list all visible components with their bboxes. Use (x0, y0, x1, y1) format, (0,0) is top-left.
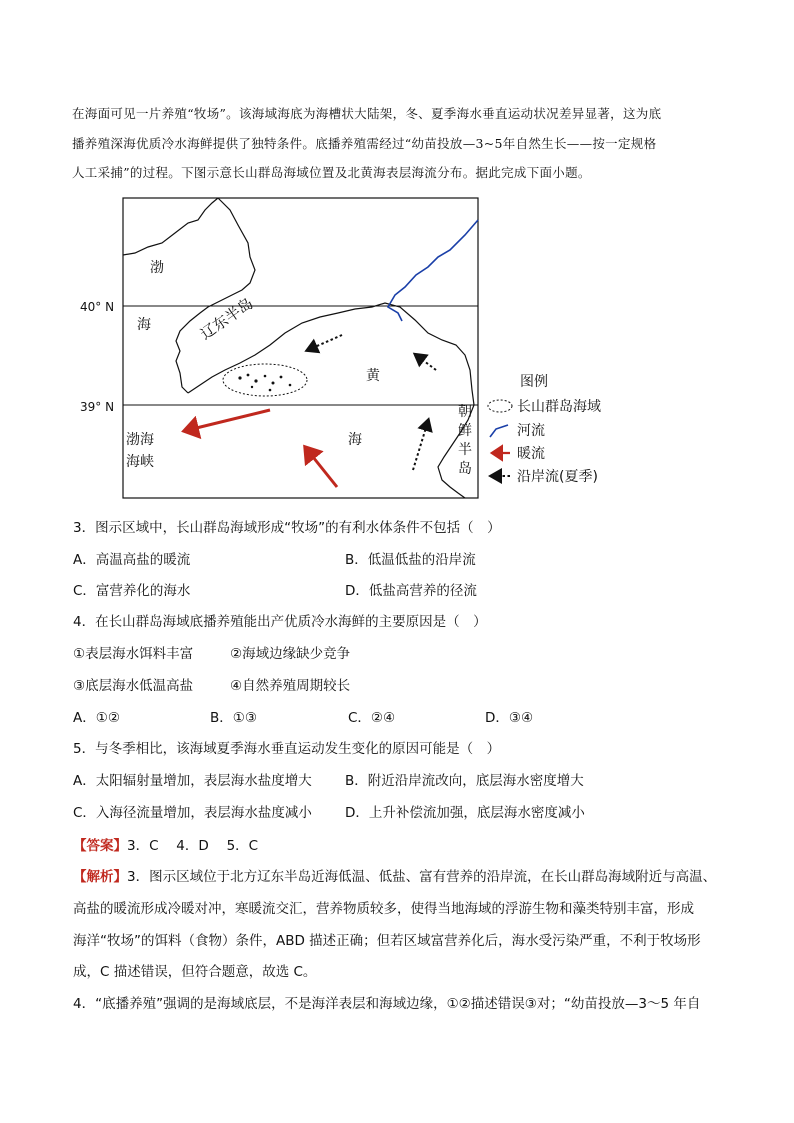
q5-option-a: A．太阳辐射量增加，表层海水盐度增大 (73, 773, 312, 789)
explanation-label: 【解析】 (73, 869, 127, 885)
coastline-bohai-west (123, 198, 218, 255)
question-5-stem: 5．与冬季相比，该海域夏季海水垂直运动发生变化的原因可能是（ ） (73, 741, 501, 757)
legend-river-label: 河流 (517, 423, 545, 439)
q3-option-d: D．低盐高营养的径流 (345, 583, 477, 599)
explanation-line-3: 海洋“牧场”的饵料（食物）条件，ABD 描述正确；但若区域富营养化后，海水受污染严重，不利于牧场形 (73, 933, 701, 949)
korea-label-1: 朝 (458, 404, 472, 420)
islands (238, 374, 291, 392)
hai-label: 海 (348, 432, 362, 448)
sea-current-map (80, 195, 640, 505)
legend-river-symbol (490, 425, 508, 437)
legend-area-symbol (488, 400, 512, 412)
legend-coastal-label: 沿岸流(夏季) (517, 469, 598, 485)
explanation-line-1: 【解析】3．图示区域位于北方辽东半岛近海低温、低盐、富有营养的沿岸流，在长山群岛海域附近与高温、 (73, 869, 717, 885)
coastal-current-arrow-3 (413, 421, 428, 470)
q4-item-3: ③底层海水低温高盐 (73, 678, 194, 694)
answer-line (73, 834, 258, 854)
coastal-current-arrow-1 (308, 335, 342, 350)
answer-label: 【答案】 (73, 838, 127, 854)
q4-option-c: C．②④ (348, 710, 396, 726)
korea-label-4: 岛 (458, 461, 472, 477)
q3-option-b: B．低温低盐的沿岸流 (345, 552, 476, 568)
changshan-area (223, 364, 307, 396)
q4-item-1: ①表层海水饵料丰富 (73, 646, 194, 662)
warm-current-arrow-north (305, 447, 337, 487)
intro-line-3: 人工采捕”的过程。下图示意长山群岛海域位置及北黄海表层海流分布。据此完成下面小题。 (72, 165, 591, 180)
strait-label-1: 渤海 (126, 432, 154, 448)
map-frame (123, 198, 478, 498)
question-4-stem: 4．在长山群岛海域底播养殖能出产优质冷水海鲜的主要原因是（ ） (73, 614, 487, 630)
lat-39-label: 39° N (80, 400, 115, 414)
strait-label-2: 海峡 (126, 454, 154, 470)
answer-text: 3．C 4．D 5．C (127, 838, 259, 854)
legend-area-label: 长山群岛海域 (517, 399, 601, 415)
q3-option-c: C．富营养化的海水 (73, 583, 191, 599)
q4-item-4: ④自然养殖周期较长 (230, 678, 351, 694)
liaodong-label: 辽东半岛 (196, 294, 257, 344)
warm-current-arrow-west (184, 410, 270, 431)
question-3-stem: 3．图示区域中，长山群岛海域形成“牧场”的有利水体条件不包括（ ） (73, 520, 501, 536)
explanation-line-2: 高盐的暖流形成冷暖对冲，寒暖流交汇，营养物质较多，使得当地海域的浮游生物和藻类特别丰富，形成 (73, 901, 694, 917)
q4-option-d: D．③④ (485, 710, 534, 726)
explanation-line-5: 4．“底播养殖”强调的是海域底层，不是海洋表层和海域边缘，①②描述错误③对；“幼苗投放—3～5 年自 (73, 996, 701, 1012)
legend-title: 图例 (520, 374, 548, 390)
legend-warm-label: 暖流 (517, 446, 545, 462)
q4-option-b: B．①③ (210, 710, 257, 726)
korea-label-2: 鲜 (458, 423, 472, 439)
korea-label-3: 半 (458, 442, 472, 458)
coastal-current-arrow-2 (416, 355, 436, 370)
bohai-label-2: 海 (137, 317, 151, 333)
huang-label: 黄 (366, 368, 380, 384)
q5-option-c: C．入海径流量增加，表层海水盐度减小 (73, 805, 312, 821)
intro-line-2: 播养殖深海优质冷水海鲜提供了独特条件。底播养殖需经过“幼苗投放—3~5年自然生长——按一定规格 (72, 136, 657, 151)
legend (488, 374, 601, 485)
q4-option-a: A．①② (73, 710, 120, 726)
q5-option-b: B．附近沿岸流改向，底层海水密度增大 (345, 773, 584, 789)
q5-option-d: D．上升补偿流加强，底层海水密度减小 (345, 805, 585, 821)
intro-line-1: 在海面可见一片养殖“牧场”。该海域海底为海槽状大陆架，冬、夏季海水垂直运动状况差异显著，这为底 (72, 106, 662, 121)
q4-item-2: ②海域边缘缺少竞争 (230, 646, 351, 662)
q3-option-a: A．高温高盐的暖流 (73, 552, 191, 568)
lat-40-label: 40° N (80, 300, 115, 314)
bohai-label-1: 渤 (150, 260, 164, 276)
explanation-line-4: 成，C 描述错误，但符合题意，故选 C。 (73, 964, 317, 980)
